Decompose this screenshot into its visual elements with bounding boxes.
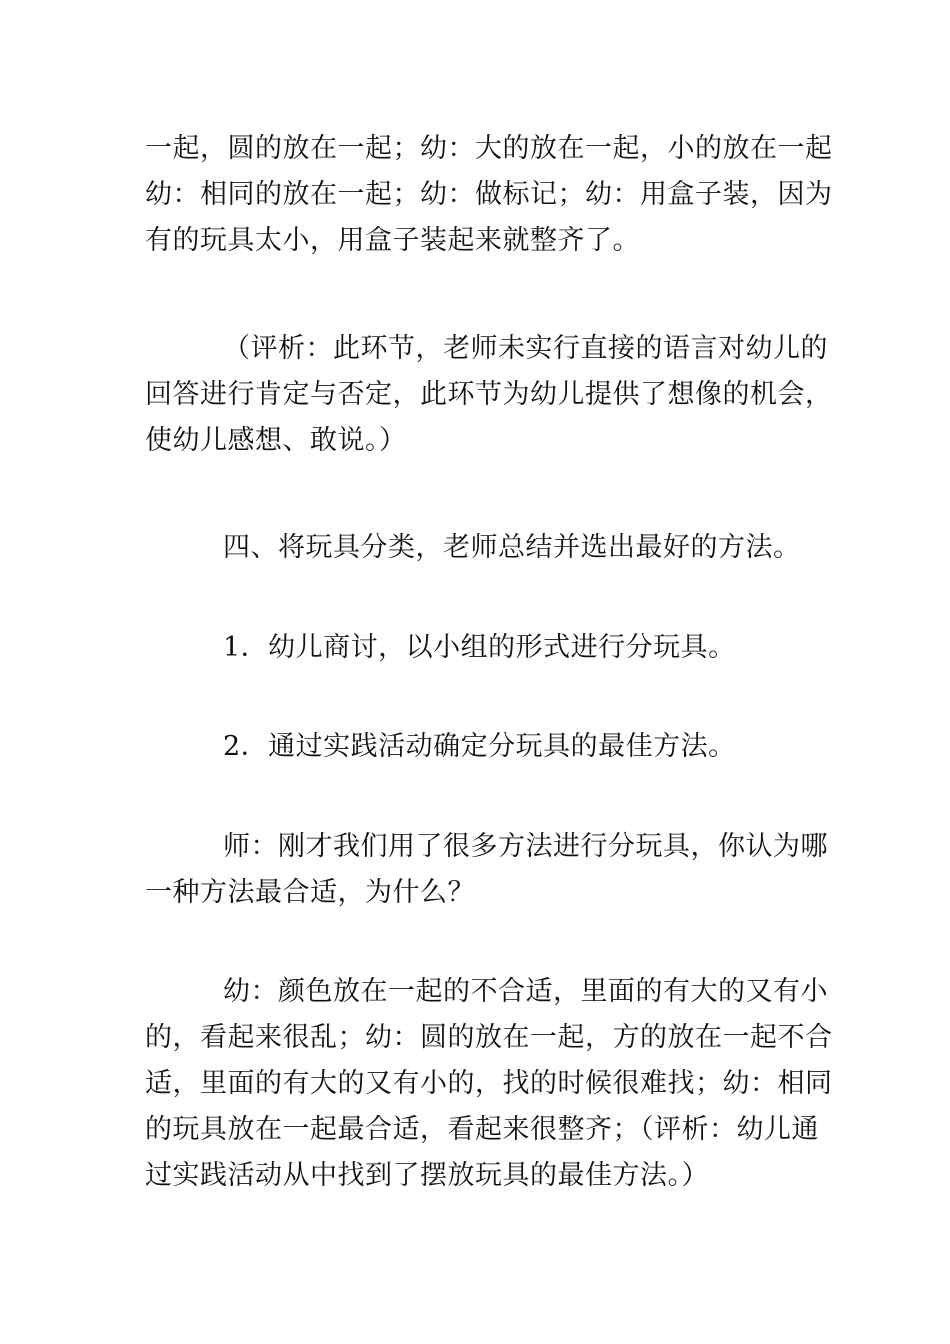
text-line: 幼：相同的放在一起；幼：做标记；幼：用盒子装，因为	[145, 179, 833, 210]
text-line: 1．幼儿商讨，以小组的形式进行分玩具。	[223, 632, 736, 663]
section-heading-four	[145, 525, 810, 571]
text-line: 的玩具放在一起最合适，看起来很整齐；（评析：幼儿通	[145, 1114, 819, 1145]
text-line: 幼：颜色放在一起的不合适，里面的有大的又有小	[223, 976, 828, 1007]
text-line: 师：刚才我们用了很多方法进行分玩具，你认为哪	[223, 831, 828, 862]
paragraph-teacher-question	[145, 824, 828, 916]
text-line: 适，里面的有大的又有小的，找的时候很难找；幼：相同	[145, 1068, 833, 1099]
text-line: 有的玩具太小，用盒子装起来就整齐了。	[145, 225, 640, 256]
text-line: 2．通过实践活动确定分玩具的最佳方法。	[223, 731, 736, 762]
paragraph-commentary-1	[145, 326, 833, 464]
list-item-2	[145, 724, 810, 770]
paragraph-sorting-methods	[145, 126, 833, 264]
text-line: 一种方法最合适，为什么？	[145, 877, 475, 908]
text-line: 四、将玩具分类，老师总结并选出最好的方法。	[223, 532, 801, 563]
text-line: 回答进行肯定与否定，此环节为幼儿提供了想像的机会，	[145, 379, 833, 410]
paragraph-children-answers	[145, 969, 833, 1199]
text-line: 的，看起来很乱；幼：圆的放在一起，方的放在一起不合	[145, 1022, 833, 1053]
text-line: 过实践活动从中找到了摆放玩具的最佳方法。）	[145, 1160, 709, 1191]
text-line: 使幼儿感想、敢说。）	[145, 425, 407, 456]
list-item-1	[145, 625, 810, 671]
text-line: （评析：此环节，老师未实行直接的语言对幼儿的	[223, 333, 828, 364]
text-line: 一起，圆的放在一起；幼：大的放在一起，小的放在一起	[145, 133, 833, 164]
